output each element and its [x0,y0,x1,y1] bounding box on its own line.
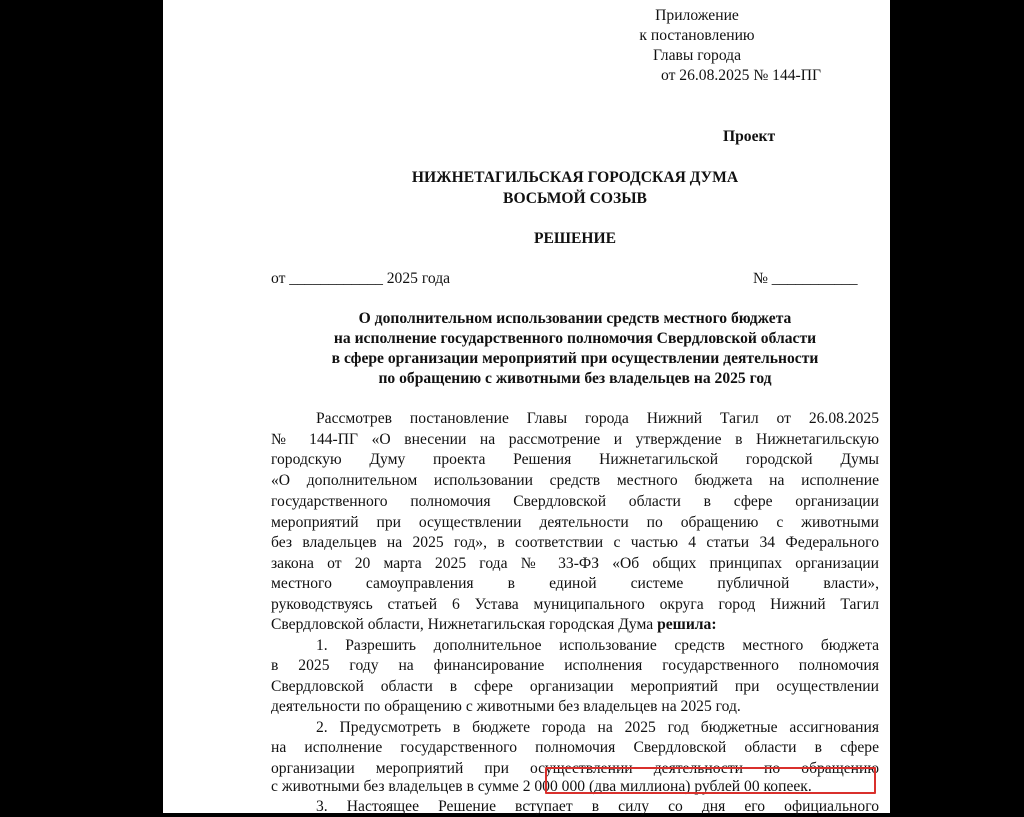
appendix-line-3: Главы города [652,47,742,64]
draft-label: Проект [723,128,776,145]
body-line: 3. Настоящее Решение вступает в силу со дня его официального [316,798,879,815]
number-field: № ___________ [753,270,858,287]
org-name: НИЖНЕТАГИЛЬСКАЯ ГОРОДСКАЯ ДУМА [411,169,739,186]
convocation: ВОСЬМОЙ СОЗЫВ [503,190,647,207]
date-field: от ____________ 2025 года [271,270,451,287]
doc-type: РЕШЕНИЕ [533,230,617,247]
body-line: № 144-ПГ «О внесении на рассмотрение и утверждение в Нижнетагильскую [271,431,879,448]
decided-word: решила: [657,616,717,633]
title-line: на исполнение государственного полномочия Свердловской области [333,330,817,347]
amount-highlight-box [545,767,876,794]
document-page [163,0,890,813]
body-line: государственного полномочия Свердловской области в сфере организации [271,493,879,510]
body-line: закона от 20 марта 2025 года № 33-ФЗ «Об общих принципах организации [271,555,879,572]
body-line: организации мероприятий при осуществлении деятельности по обращению [271,760,879,777]
body-line: местного самоуправления в единой системе публичной власти», [271,575,879,592]
body-line: руководствуясь статьей 6 Устава муниципального округа город Нижний Тагил [271,596,879,613]
title-line: в сфере организации мероприятий при осуществлении деятельности [331,350,819,367]
body-line: городскую Думу проекта Решения Нижнетагильской городской Думы [271,451,879,468]
body-line: деятельности по обращению с животными без владельцев на 2025 год. [271,698,741,715]
body-line: на исполнение государственного полномочия Свердловской области в сфере [271,739,879,756]
body-line: «О дополнительном использовании средств местного бюджета на исполнение [271,472,879,489]
appendix-line-1: Приложение [655,7,739,24]
body-line: Рассмотрев постановление Главы города Нижний Тагил от 26.08.2025 [316,410,879,427]
body-line: 2. Предусмотреть в бюджете города на 2025 год бюджетные ассигнования [316,719,879,736]
appendix-line-4: от 26.08.2025 № 144-ПГ [661,67,822,84]
body-line: Свердловской области в сфере организации мероприятий при осуществлении [271,678,879,695]
body-line: в 2025 году на финансирование исполнения государственного полномочия [271,657,879,674]
body-line: 1. Разрешить дополнительное использование средств местного бюджета [316,637,879,654]
body-line: без владельцев на 2025 год», в соответствии с частью 4 статьи 34 Федерального [271,534,879,551]
body-text: Свердловской области, Нижнетагильская городская Дума [271,616,654,633]
body-line: мероприятий при осуществлении деятельности по обращению с животными [271,514,879,531]
body-line-final [271,615,879,635]
body-line: с животными без владельцев в сумме 2 000 000 (два миллиона) рублей 00 копеек. [271,778,812,795]
title-line: по обращению с животными без владельцев на 2025 год [378,370,772,387]
title-line: О дополнительном использовании средств местного бюджета [358,310,792,327]
appendix-line-2: к постановлению [639,27,755,44]
